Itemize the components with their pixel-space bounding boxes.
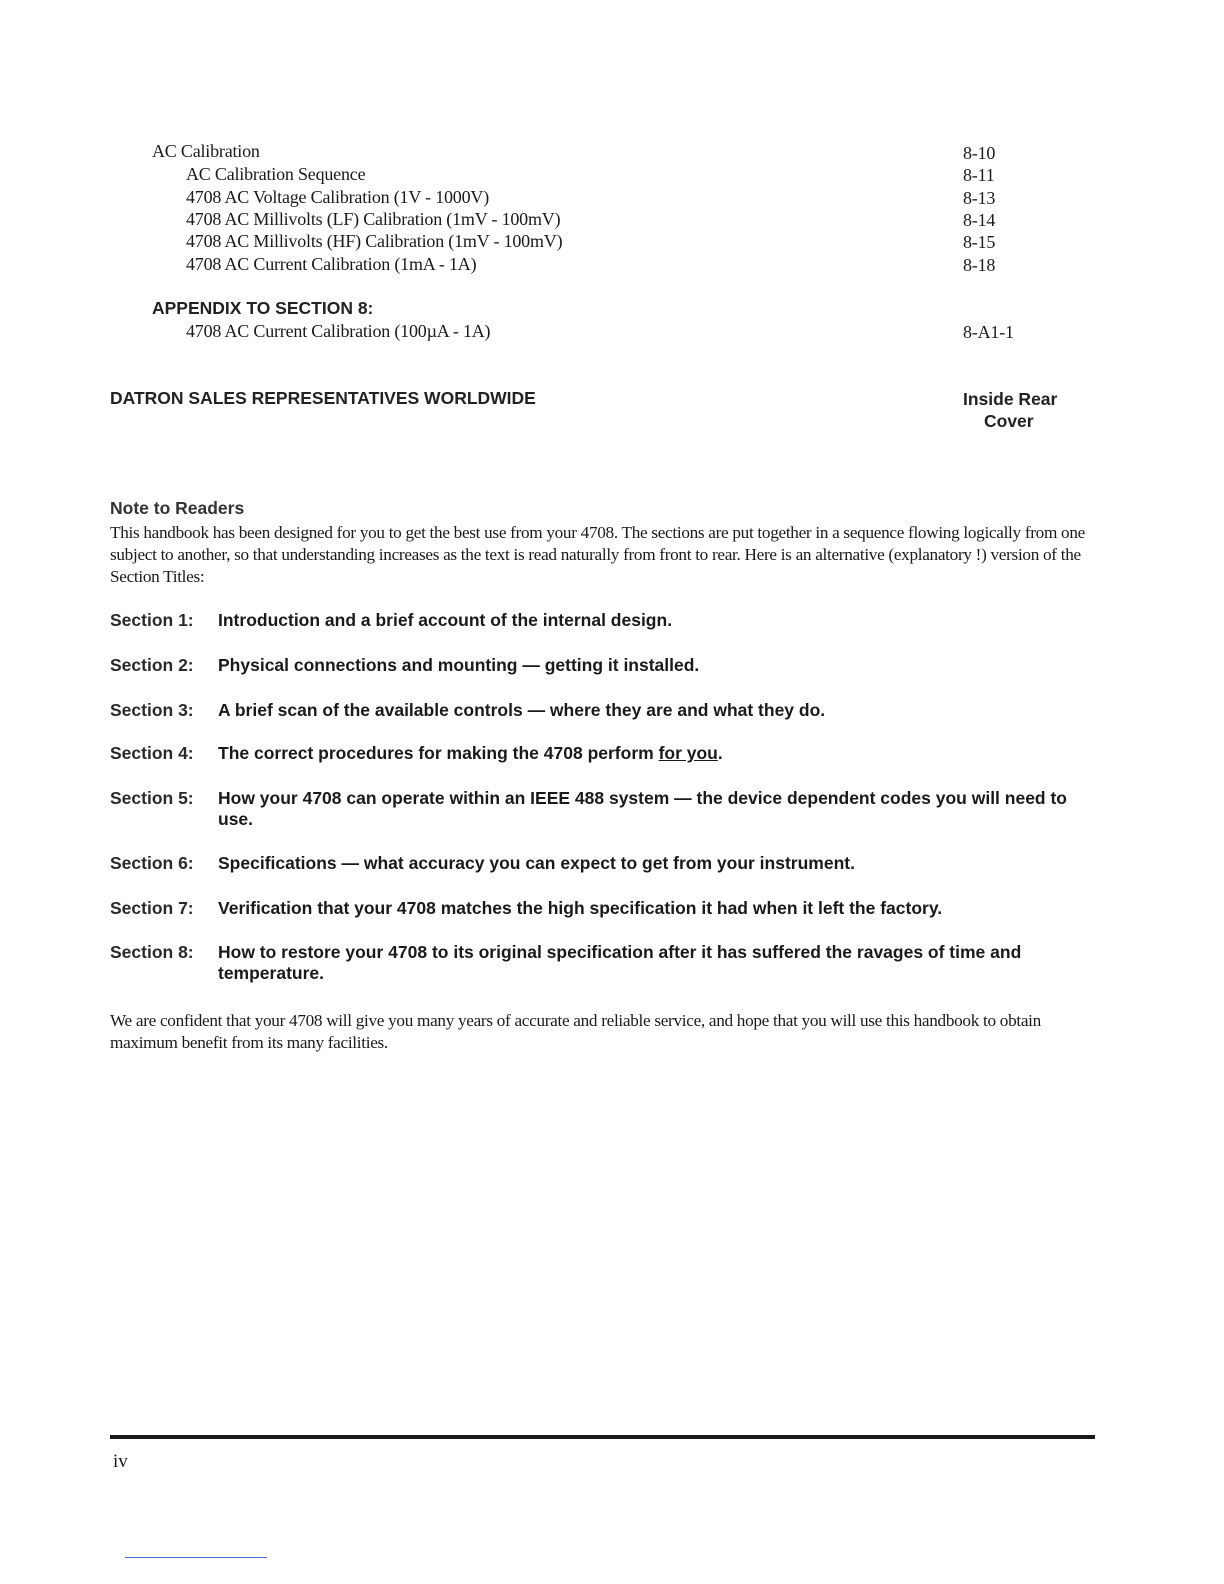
note-paragraph: This handbook has been designed for you to get the best use from your 4708. The sections are put together in a sequence flowing logically from one subject to another, so that understanding increases as the text is read naturally from front to rear. Here is an alternative (explanatory !) version of the Section Titles:	[110, 523, 1085, 586]
section-label: Section 6:	[110, 853, 194, 873]
toc-ac-calibration-page: 8-10	[963, 143, 996, 163]
toc-item: 4708 AC Millivolts (LF) Calibration (1mV - 100mV)	[186, 209, 561, 229]
section-description: A brief scan of the available controls — where they are and what they do.	[218, 700, 826, 720]
section-description	[218, 743, 1098, 764]
section-emphasis: for you	[658, 743, 718, 763]
note-heading: Note to Readers	[110, 498, 245, 518]
toc-item: 4708 AC Current Calibration (1mA - 1A)	[186, 254, 477, 274]
section-description: How to restore your 4708 to its original specification after it has suffered the ravages of time and temperature.	[218, 942, 1022, 983]
reps-page-line1: Inside Rear	[963, 389, 1058, 409]
appendix-item: 4708 AC Current Calibration (100µA - 1A)	[186, 321, 491, 341]
toc-item-page: 8-18	[963, 255, 996, 275]
page-number: iv	[113, 1451, 128, 1472]
section-label: Section 1:	[110, 610, 194, 630]
toc-item-page: 8-14	[963, 210, 996, 230]
reps-page-line2: Cover	[984, 411, 1034, 431]
section-description: Introduction and a brief account of the internal design.	[218, 610, 673, 630]
section-label: Section 5:	[110, 788, 194, 808]
decorative-line	[125, 1557, 267, 1558]
section-description: How your 4708 can operate within an IEEE 488 system — the device dependent codes you will need to use.	[218, 788, 1067, 829]
toc-item: AC Calibration Sequence	[186, 164, 366, 184]
appendix-item-page: 8-A1-1	[963, 322, 1014, 342]
appendix-heading: APPENDIX TO SECTION 8:	[152, 298, 374, 318]
section-description-text: The correct procedures for making the 4708 perform	[218, 743, 659, 763]
closing-paragraph: We are confident that your 4708 will give you many years of accurate and reliable service, and hope that you will use this handbook to obtain maximum benefit from its many facilities.	[110, 1011, 1041, 1052]
section-label: Section 8:	[110, 942, 194, 962]
toc-ac-calibration: AC Calibration	[152, 141, 260, 161]
section-description: Specifications — what accuracy you can expect to get from your instrument.	[218, 853, 855, 873]
section-description: Verification that your 4708 matches the high specification it had when it left the factory.	[218, 898, 943, 918]
toc-item-page: 8-15	[963, 232, 996, 252]
footer-rule	[110, 1435, 1095, 1439]
section-label: Section 2:	[110, 655, 194, 675]
toc-item: 4708 AC Millivolts (HF) Calibration (1mV - 100mV)	[186, 231, 563, 251]
toc-item-page: 8-13	[963, 188, 996, 208]
section-label: Section 3:	[110, 700, 194, 720]
section-description: Physical connections and mounting — getting it installed.	[218, 655, 700, 675]
reps-heading: DATRON SALES REPRESENTATIVES WORLDWIDE	[110, 388, 536, 408]
toc-item: 4708 AC Voltage Calibration (1V - 1000V)	[186, 187, 489, 207]
section-label: Section 7:	[110, 898, 194, 918]
section-label: Section 4:	[110, 743, 194, 763]
section-description-tail: .	[717, 743, 723, 763]
toc-item-page: 8-11	[963, 165, 995, 185]
